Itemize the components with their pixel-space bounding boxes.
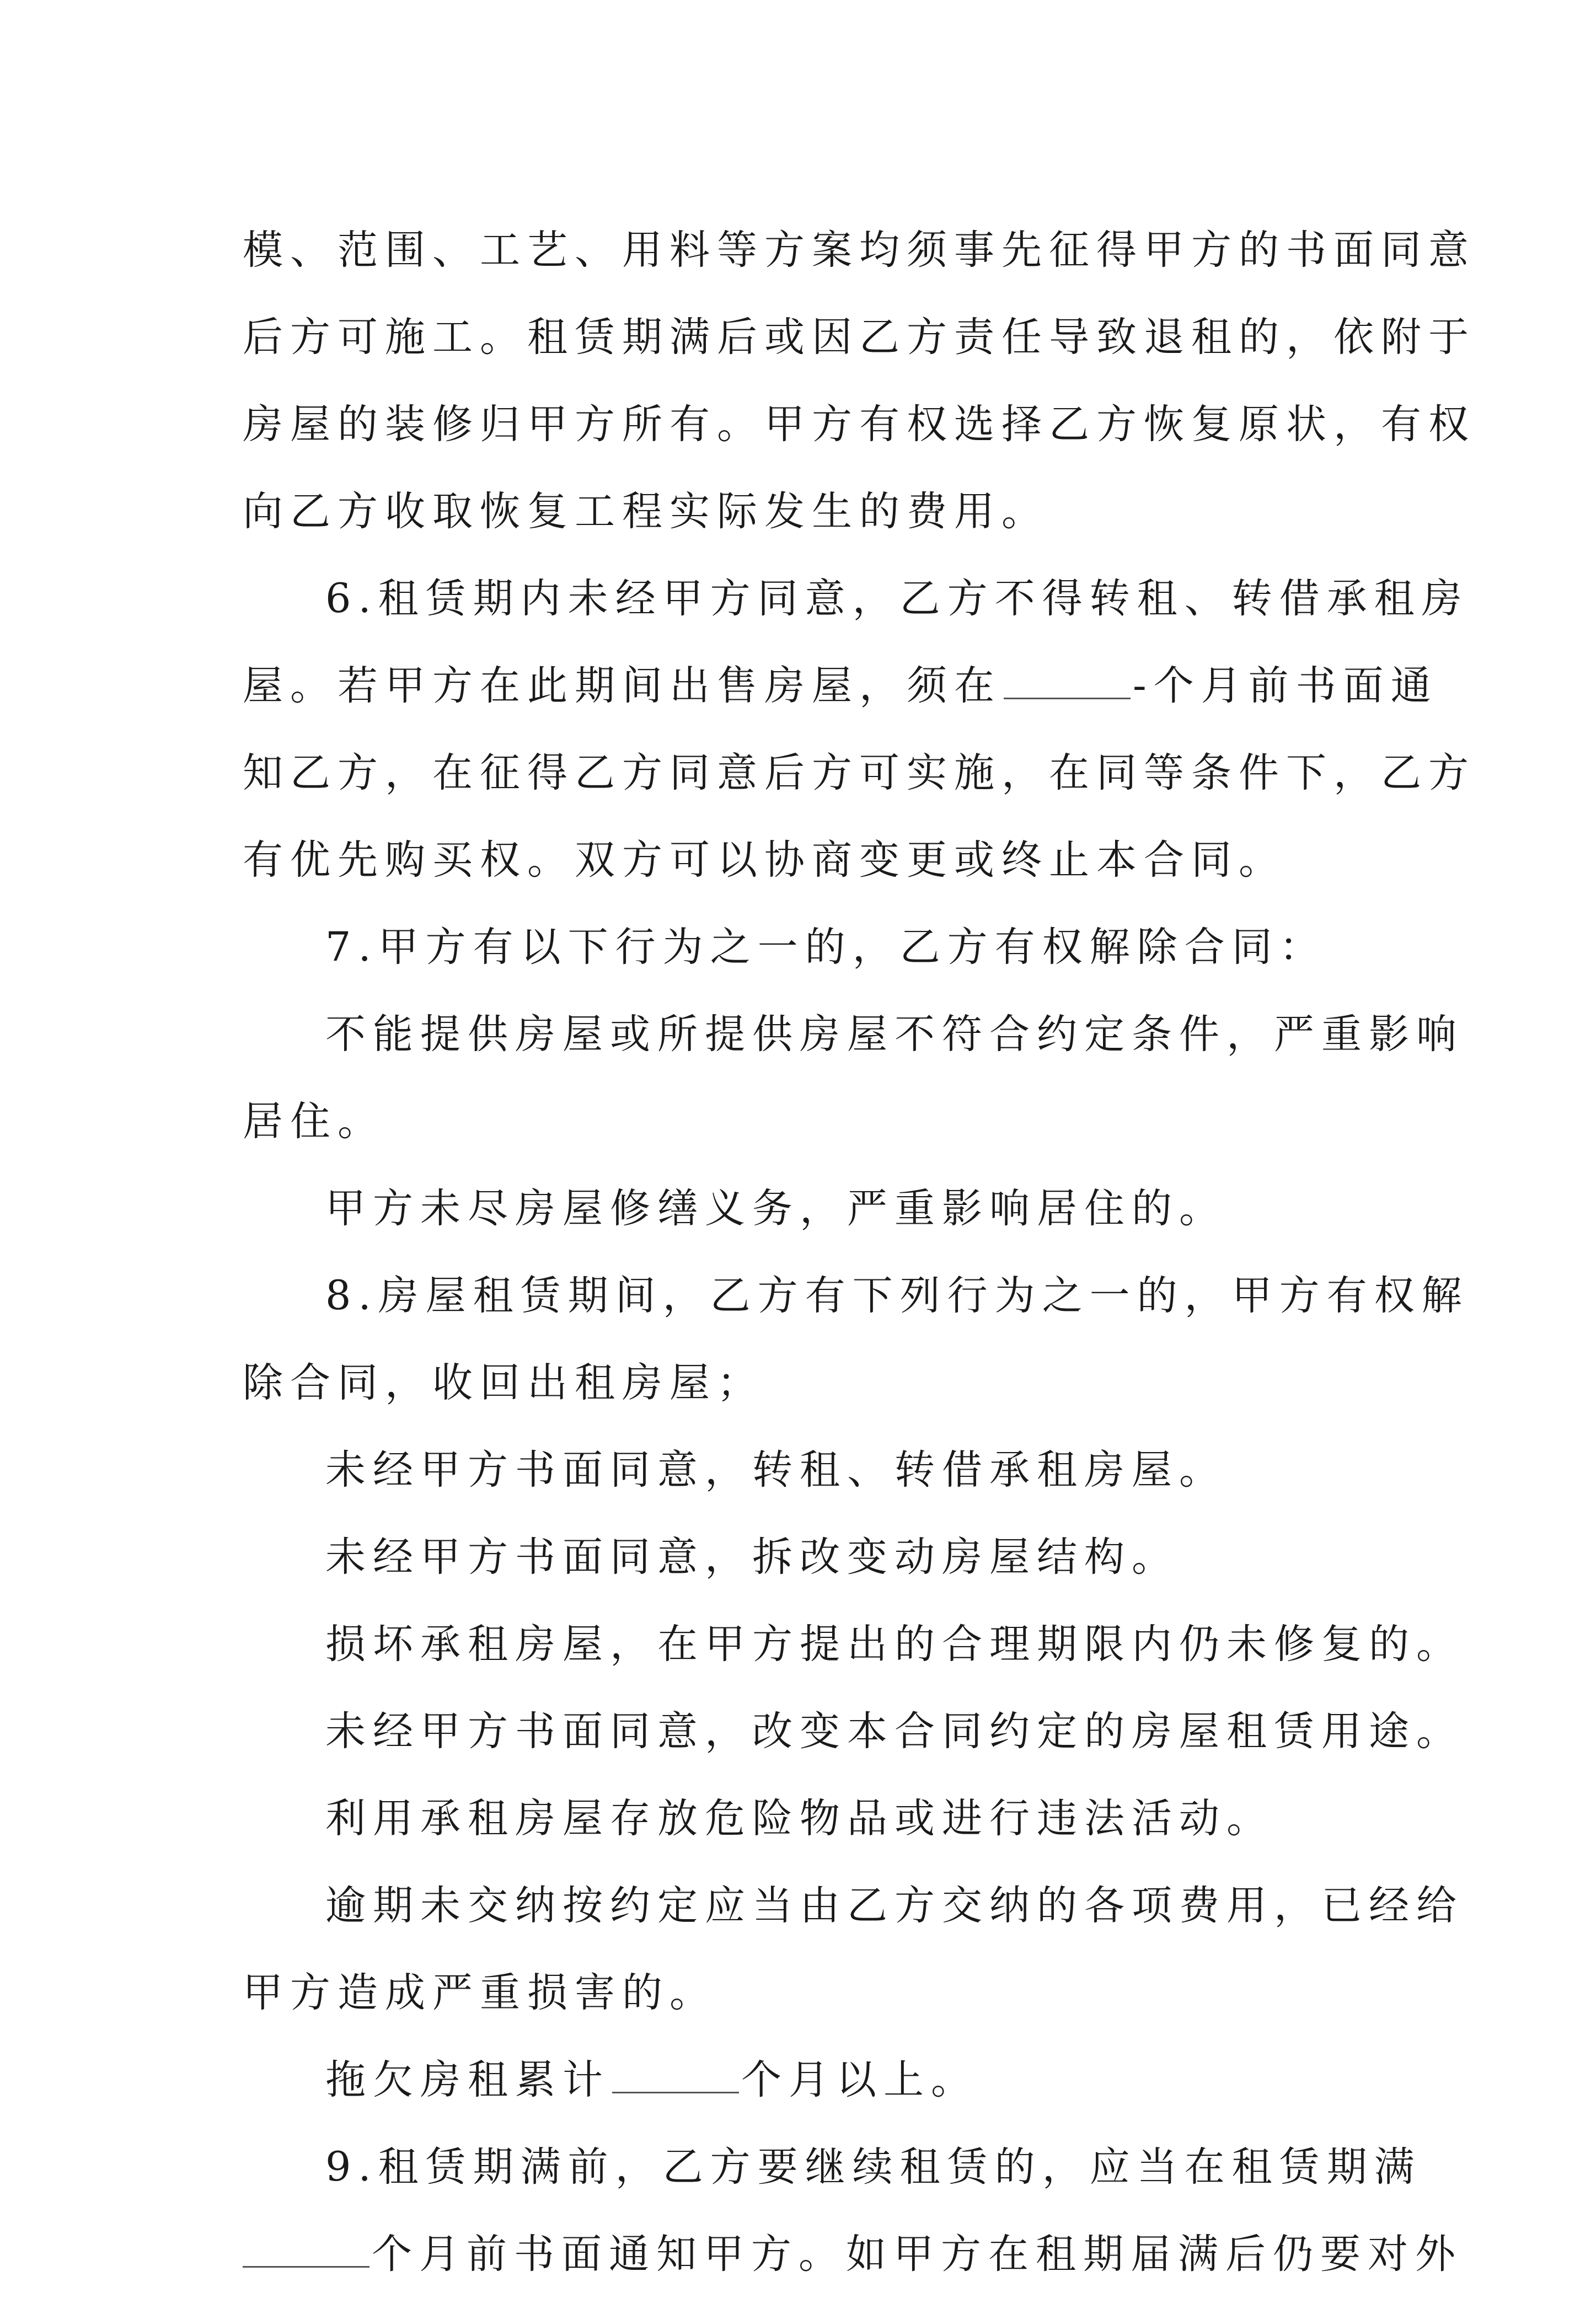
text-line: 模、范围、工艺、用料等方案均须事先征得甲方的书面同意 xyxy=(243,227,1476,274)
text-line-with-blank xyxy=(243,642,1438,730)
text-line-with-blank xyxy=(243,2037,1379,2124)
text-line: 未经甲方书面同意，转租、转借承租房屋。 xyxy=(325,1447,1227,1493)
fill-in-blank xyxy=(243,2233,369,2268)
text-line: 居住。 xyxy=(243,1098,385,1145)
text-line: 房屋的装修归甲方所有。甲方有权选择乙方恢复原状，有权 xyxy=(243,401,1476,448)
text-line: 甲方造成严重损害的。 xyxy=(243,1969,717,2016)
text-line: 损坏承租房屋，在甲方提出的合理期限内仍未修复的。 xyxy=(325,1621,1464,1668)
text-line: 利用承租房屋存放危险物品或进行违法活动。 xyxy=(325,1795,1274,1842)
text-line: 未经甲方书面同意，拆改变动房屋结构。 xyxy=(325,1534,1179,1581)
text-segment: 个月以上。 xyxy=(741,2056,978,2103)
text-line-with-blank xyxy=(243,2211,1463,2298)
clause-8-start: 8.房屋租赁期间，乙方有下列行为之一的，甲方有权解 xyxy=(325,1272,1469,1319)
text-line: 知乙方，在征得乙方同意后方可实施，在同等条件下，乙方 xyxy=(243,749,1476,796)
fill-in-blank xyxy=(612,2059,739,2093)
text-line: 后方可施工。租赁期满后或因乙方责任导致退租的，依附于 xyxy=(243,314,1476,361)
text-segment: 屋。若甲方在此期间出售房屋，须在 xyxy=(243,662,1001,709)
text-line: 向乙方收取恢复工程实际发生的费用。 xyxy=(243,488,1049,535)
text-line: 除合同，收回出租房屋； xyxy=(243,1359,764,1406)
fill-in-blank xyxy=(1004,665,1131,699)
contract-text xyxy=(243,207,1476,2298)
clause-9-start: 9.租赁期满前，乙方要继续租赁的，应当在租赁期满 xyxy=(325,2144,1422,2190)
clause-7-start: 7.甲方有以下行为之一的，乙方有权解除合同： xyxy=(325,924,1327,971)
text-segment: 拖欠房租累计 xyxy=(325,2056,610,2103)
text-line: 未经甲方书面同意，改变本合同约定的房屋租赁用途。 xyxy=(325,1708,1464,1755)
text-line: 不能提供房屋或所提供房屋不符合约定条件，严重影响 xyxy=(325,1011,1464,1058)
text-line: 甲方未尽房屋修缮义务，严重影响居住的。 xyxy=(325,1185,1227,1232)
text-line: 逾期未交纳按约定应当由乙方交纳的各项费用，已经给 xyxy=(325,1882,1464,1929)
text-segment: 个月前书面通知甲方。如甲方在租期届满后仍要对外 xyxy=(372,2231,1463,2278)
text-line: 有优先购买权。双方可以协商变更或终止本合同。 xyxy=(243,837,1286,883)
clause-6-start: 6.租赁期内未经甲方同意，乙方不得转租、转借承租房 xyxy=(325,575,1469,622)
text-segment: -个月前书面通 xyxy=(1133,662,1438,709)
